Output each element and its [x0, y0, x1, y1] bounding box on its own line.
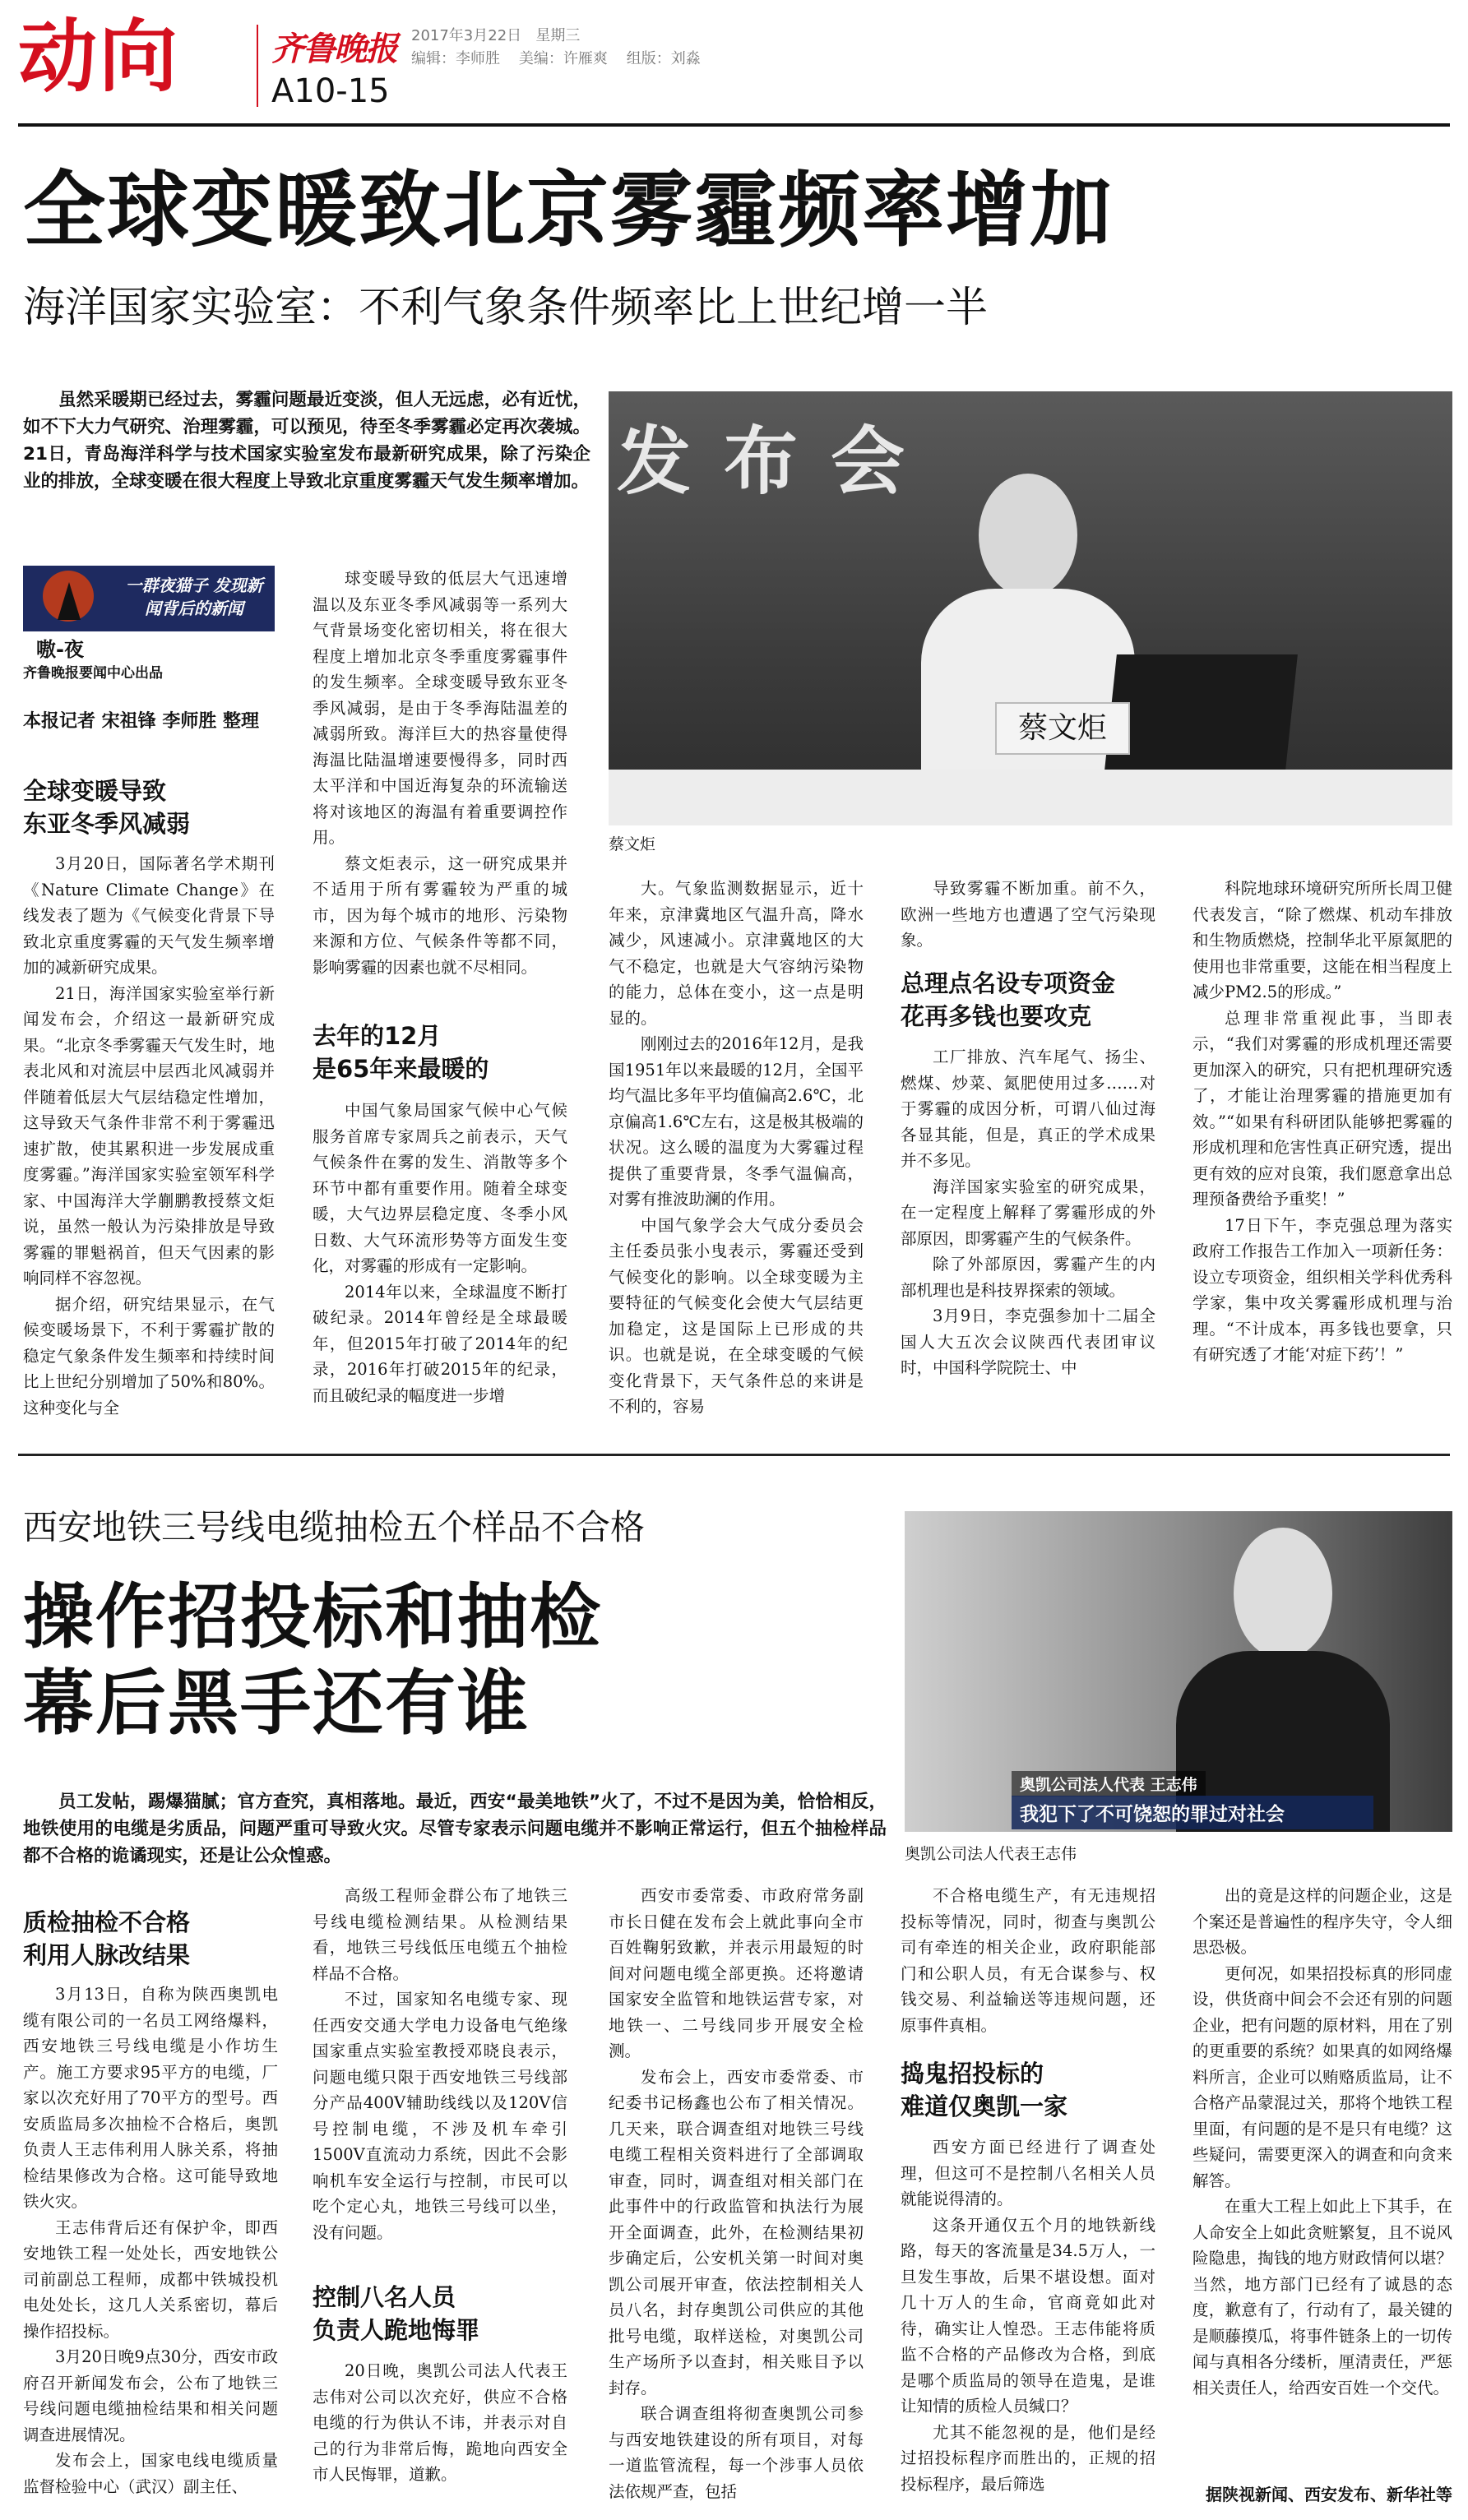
story1-col5 — [1192, 876, 1452, 1422]
story1-lead: 虽然采暖期已经过去，雾霾问题最近变淡，但人无远虑，必有近忧，如不下大力气研究、治理雾霾，可以预见，待至冬季雾霾必定再次袭城。21日，青岛海洋科学与技术国家实验室发布最新研究成果，除了污染企业的排放，全球变暖在很大程度上导致北京重度雾霾天气发生频率增加。 — [23, 390, 590, 492]
masthead-rule — [18, 123, 1450, 127]
person-figure — [1176, 1528, 1390, 1832]
column-logo — [23, 566, 275, 631]
tv-name-strip: 奥凯公司法人代表 王志伟 — [1012, 1771, 1206, 1796]
story2-col5 — [1192, 1883, 1452, 2475]
paragraph: 王志伟背后还有保护伞，即西安地铁工程一处处长，西安地铁公司前副总工程师，成都中铁城投机电处处长，这几人关系密切，幕后操作招投标。 — [23, 2217, 278, 2341]
subheading-3: 总理点名设专项资金 花再多钱也要攻克 — [901, 969, 1116, 1030]
logo-subtitle: 齐鲁晚报要闻中心出品 — [23, 665, 163, 682]
story2-col3 — [609, 1883, 864, 2508]
story2-subheading-1: 质检抽检不合格 利用人脉改结果 — [23, 1908, 191, 1969]
wolf-icon — [58, 582, 81, 620]
byline: 本报记者 宋祖锋 李师胜 整理 — [23, 711, 259, 732]
story2-col2b — [313, 2358, 567, 2506]
paragraph: 17日下午，李克强总理为落实政府工作报告工作加入一项新任务：设立专项资金，组织相关学科优秀科学家，集中攻关雾霾形成机理与治理。“不计成本，再多钱也要拿，只有研究透了才能‘对症下药’！” — [1192, 1215, 1452, 1364]
paragraph: 发布会上，国家电线电缆质量监督检验中心（武汉）副主任、 — [23, 2451, 278, 2496]
paragraph: 3月13日，自称为陕西奥凯电缆有限公司的一名员工网络爆料，西安地铁三号线电缆是小作坊生产。施工方要求95平方的电缆，厂家以次充好用了70平方的型号。西安质监局多次抽检不合格后，奥凯负责人王志伟利用人脉关系，将抽检结果修改为合格。这可能导致地铁火灾。 — [23, 1985, 278, 2211]
story2-col4a — [901, 1883, 1155, 2064]
story1-col4b — [901, 1044, 1155, 1422]
paragraph: 高级工程师金群公布了地铁三号线电缆检测结果。从检测结果看，地铁三号线低压电缆五个抽检样品不合格。 — [313, 1886, 567, 1983]
paragraph: 2014年以来，全球温度不断打破纪录。2014年曾经是全球最暖年，但2015年打破了2014年的纪录，2016年打破2015年的纪录，而且破纪录的幅度进一步增 — [313, 1282, 567, 1405]
paragraph: 3月20日，国际著名学术期刊《Nature Climate Change》在线发表了题为《气候变化背景下导致北京重度雾霾的天气发生频率增加的减新研究成果。 — [23, 854, 275, 977]
paragraph: 在重大工程上如此上下其手，在人命安全上如此贪赃繁复，且不说风险隐患，掏钱的地方财政情何以堪？当然，地方部门已经有了诚恳的态度，歉意有了，行动有了，最关键的是顺藤摸瓜，将事件链条上的一切传闻与真相各分缕析，厘清责任，严惩相关责任人，给西安百姓一个交代。 — [1192, 2197, 1452, 2397]
story1-subhead: 海洋国家实验室：不利气象条件频率比上世纪增一半 — [23, 284, 989, 332]
story2-headline-2: 幕后黑手还有谁 — [23, 1662, 530, 1745]
story-divider — [18, 1454, 1450, 1456]
paper-logo: 齐鲁晚报 — [271, 30, 396, 68]
story1-col2b — [313, 1098, 567, 1422]
paragraph: 中国气象学会大气成分委员会主任委员张小曳表示，雾霾还受到气候变化的影响。以全球变暖为主要特征的气候变化会使大气层结更加稳定，这是国际上已形成的共识。也就是说，在全球变暖的气候变化背景下，天气条件总的来讲是不利的，容易 — [609, 1215, 864, 1416]
paragraph: 海洋国家实验室的研究成果，在一定程度上解释了雾霾形成的外部原因，即雾霾产生的气候条件。 — [901, 1177, 1155, 1248]
speaker-figure — [921, 457, 1135, 819]
art-credit: 美编：许雁爽 — [518, 50, 608, 67]
nameplate: 蔡文炬 — [995, 702, 1130, 755]
paragraph: 科院地球环境研究所所长周卫健代表发言，“除了燃煤、机动车排放和生物质燃烧，控制华北平原氮肥的使用也非常重要，这能在相当程度上减少PM2.5的形成。” — [1192, 879, 1452, 1001]
story2-kicker: 西安地铁三号线电缆抽检五个样品不合格 — [23, 1507, 646, 1547]
paragraph: 21日，海洋国家实验室举行新闻发布会，介绍这一最新研究成果。“北京冬季雾霾天气发生时，地表北风和对流层中层西北风减弱并伴随着低层大气层结稳定性增加，这导致天气条件非常不利于雾霾迅速扩散，使其累积进一步发展成重度雾霾。”海洋国家实验室领军科学家、中国海洋大学蒯鹏教授蔡文炬说，虽然一般认为污染排放是导致雾霾的罪魁祸首，但天气因素的影响同样不容忽视。 — [23, 983, 275, 1288]
subheading-1: 全球变暖导致 东亚冬季风减弱 — [23, 777, 191, 838]
story2-lead: 员工发帖，踢爆猫腻；官方查究，真相落地。最近，西安“最美地铁”火了，不过不是因为美，恰恰相反，地铁使用的电缆是劣质品，问题严重可导致火灾。尽管专家表示问题电缆并不影响正常运行，但五个抽检样品都不合格的诡谲现实，还是让公众惶惑。 — [23, 1792, 887, 1866]
paragraph: 西安方面已经进行了调查处理，但这可不是控制八名相关人员就能说得清的。 — [901, 2138, 1155, 2208]
story2-subheading-3: 捣鬼招投标的 难道仅奥凯一家 — [901, 2060, 1068, 2120]
proof-credit: 组版：刘淼 — [626, 50, 701, 67]
story2-headline-1: 操作招投标和抽检 — [23, 1576, 602, 1658]
story1-col4a — [901, 876, 1155, 958]
paragraph: 发布会上，西安市委常委、市纪委书记杨鑫也公布了相关情况。几天来，联合调查组对地铁三号线电缆工程相关资料进行了全部调取审查，同时，调查组对相关部门在此事件中的行政监管和执法行为展开全面调查，此外，在检测结果初步确定后，公安机关第一时间对奥凯公司展开审查，依法控制相关人员八名，封存奥凯公司供应的其他批号电缆，取样送检，对奥凯公司生产场所予以查封，相关账目予以封存。 — [609, 2067, 864, 2397]
story2-col4b — [901, 2134, 1155, 2508]
paragraph: 中国气象局国家气候中心气候服务首席专家周兵之前表示，天气气候条件在雾的发生、消散等多个环节中都有重要作用。随着全球变暖，大气边界层稳定度、冬季小风日数、大气环流形势等方面发生变化，对雾霾的形成有一定影响。 — [313, 1101, 567, 1275]
paragraph: 联合调查组将彻查奥凯公司参与西安地铁建设的所有项目，对每一道监管流程，每一个涉事人员依法依规严查，包括 — [609, 2404, 864, 2501]
logo-slogan: 一群夜猫子 发现新闻背后的新闻 — [125, 576, 263, 618]
paragraph: 不合格电缆生产，有无违规招投标等情况，同时，彻查与奥凯公司有牵连的相关企业，政府职能部门和公职人员，有无合谋参与、权钱交易、利益输送等违规问题，还原事件真相。 — [901, 1886, 1155, 2035]
suspect-photo — [905, 1511, 1452, 1832]
logo-title: 嗷-夜 — [36, 638, 84, 661]
paragraph: 导致雾霾不断加重。前不久，欧洲一些地方也遭遇了空气污染现象。 — [901, 879, 1155, 950]
press-conference-photo — [609, 391, 1452, 825]
page-number: A10-15 — [271, 72, 390, 110]
paragraph: 更何况，如果招投标真的形同虚设，供货商中间会不会还有别的问题企业，把有问题的原材料，用在了别的更重要的系统？如果真的如网络爆料所言，企业可以贿赂质监局，让不合格产品蒙混过关，那将个地铁工程里面，有问题的是不是只有电缆？这些疑问，需要更深入的调查和向贪来解答。 — [1192, 1963, 1452, 2190]
story2-col1 — [23, 1981, 278, 2508]
photo-caption-1: 蔡文炬 — [609, 835, 656, 853]
story2-source: 据陕视新闻、西安发布、新华社等 — [1206, 2485, 1452, 2504]
issue-weekday: 星期三 — [535, 27, 581, 44]
paragraph: 据介绍，研究结果显示，在气候变暖场景下，不利于雾霾扩散的稳定气象条件发生频率和持续时间比上世纪分别增加了50%和80%。这种变化与全 — [23, 1294, 275, 1417]
paragraph: 大。气象监测数据显示，近十年来，京津冀地区气温升高，降水减少，风速减小。京津冀地区的大气不稳定，也就是大气容纳污染物的能力，总体在变小，这一点是明显的。 — [609, 879, 864, 1028]
paragraph: 尤其不能忽视的是，他们是经过招投标程序而胜出的，正规的招投标程序，最后筛选 — [901, 2422, 1155, 2494]
photo-caption-2: 奥凯公司法人代表王志伟 — [905, 1845, 1077, 1863]
story2-col2a — [313, 1883, 567, 2245]
paragraph: 除了外部原因，雾霾产生的内部机理也是科技界探索的领域。 — [901, 1255, 1155, 1300]
issue-date: 2017年3月22日 — [411, 27, 522, 44]
paragraph: 刚刚过去的2016年12月，是我国1951年以来最暖的12月，全国平均气温比多年平均值偏高2.6℃，北京偏高1.6℃左右，这是极其极端的状况。这么暖的温度为大雾霾过程提供了重要背景，冬季气温偏高，对雾有推波助澜的作用。 — [609, 1034, 864, 1209]
paragraph: 3月9日，李克强参加十二届全国人大五次会议陕西代表团审议时，中国科学院院士、中 — [901, 1306, 1155, 1377]
masthead-divider — [257, 25, 258, 107]
masthead-meta — [411, 25, 701, 71]
paragraph: 蔡文炬表示，这一研究成果并不适用于所有雾霾较为严重的城市，因为每个城市的地形、污染物来源和方位、气候条件等都不同，影响雾霾的因素也就不尽相同。 — [313, 853, 567, 977]
story1-col1 — [23, 851, 275, 1418]
paragraph: 西安市委常委、市政府常务副市长日健在发布会上就此事向全市百姓鞠躬致歉，并表示用最短的时间对问题电缆全部更换。还将邀请国家安全监管和地铁运营专家，对地铁一、二号线同步开展安全检测。 — [609, 1886, 864, 2060]
story1-col3 — [609, 876, 864, 1422]
paragraph: 球变暖导致的低层大气迅速增温以及东亚冬季风减弱等一系列大气背景场变化密切相关，将在很大程度上增加北京冬季重度雾霾事件的发生频率。全球变暖导致东亚冬季风减弱，是由于冬季海陆温差的减弱所致。海洋巨大的热容量使得海温比陆温增速要慢得多，同时西太平洋和中国近海复杂的环流输送将对该地区的海温有着重要调控作用。 — [313, 569, 567, 847]
backdrop-text: 发布会 — [617, 418, 938, 505]
paragraph: 20日晚，奥凯公司法人代表王志伟对公司以次充好，供应不合格电缆的行为供认不讳，并表示对自己的行为非常后悔，跪地向西安全市人民悔罪，道歉。 — [313, 2361, 567, 2484]
story1-col2 — [313, 566, 567, 1010]
story2-subheading-2: 控制八名人员 负责人跪地悔罪 — [313, 2283, 480, 2344]
subheading-2: 去年的12月 是65年来最暖的 — [313, 1022, 489, 1083]
paragraph: 总理非常重视此事，当即表示，“我们对雾霾的形成机理还需要更加深入的研究，只有把机理研究透了，才能让治理雾霾的措施更加有效。”“如果有科研团队能够把雾霾的形成机理和危害性真正研究透，提出更有效的应对良策，我们愿意拿出总理预备费给予重奖！” — [1192, 1008, 1452, 1209]
paragraph: 工厂排放、汽车尾气、扬尘、燃煤、炒菜、氮肥使用过多……对于雾霾的成因分析，可谓八仙过海各显其能，但是，真正的学术成果并不多见。 — [901, 1047, 1155, 1170]
laptop — [1104, 654, 1298, 778]
tv-quote-strip: 我犯下了不可饶恕的罪过对社会 — [1012, 1796, 1373, 1829]
paragraph: 3月20日晚9点30分，西安市政府召开新闻发布会，公布了地铁三号线问题电缆抽检结果和相关问题调查进展情况。 — [23, 2347, 278, 2444]
paragraph: 不过，国家知名电缆专家、现任西安交通大学电力设备电气绝缘国家重点实验室教授邓晓良表示，问题电缆只限于西安地铁三号线部分产品400V辅助线线以及120V信号控制电缆，不涉及机车牵引1500V直流动力系统，因此不会影响机车安全运行与控制，市民可以吃个定心丸，地铁三号线可以坐，没有问题。 — [313, 1990, 567, 2242]
paragraph: 出的竟是这样的问题企业，这是个案还是普遍性的程序失守，令人细思恐极。 — [1192, 1886, 1452, 1957]
section-title: 动向 — [18, 11, 179, 103]
story1-headline: 全球变暖致北京雾霾频率增加 — [23, 162, 1114, 258]
desk — [609, 770, 1452, 825]
paragraph: 这条开通仅五个月的地铁新线路，每天的客流量是34.5万人，一旦发生事故，后果不堪设想。面对几十万人的生命，官商竟如此对待，确实让人惶恐。王志伟能将质监不合格的产品修改为合格，到底是哪个质监局的领导在造鬼，是谁让知情的质检人员缄口？ — [901, 2215, 1155, 2416]
editor-credit: 编辑：李师胜 — [411, 50, 500, 67]
